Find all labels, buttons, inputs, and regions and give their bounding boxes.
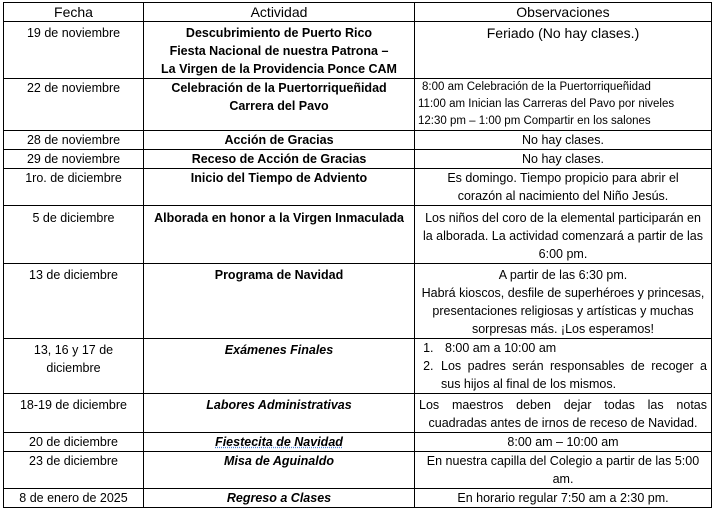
table-row	[4, 131, 712, 150]
actividad-cell	[144, 22, 415, 79]
actividad-cell	[144, 339, 415, 394]
observaciones-cell: Es domingo. Tiempo propicio para abrir el corazón al nacimiento del Niño Jesús.	[415, 169, 712, 206]
observaciones-cell: En nuestra capilla del Colegio a partir de las 5:00 am.	[415, 452, 712, 489]
table-row	[4, 264, 712, 339]
observacion-line: 8:00 am a 10:00 am	[445, 341, 557, 355]
list-item	[437, 339, 707, 357]
actividad-cell	[144, 150, 415, 169]
observaciones-cell	[415, 264, 712, 339]
observaciones-cell: Los maestros deben dejar todas las notas cuadradas antes de irnos de receso de Navidad.	[415, 394, 712, 433]
observaciones-cell	[415, 339, 712, 394]
header-row	[4, 3, 712, 22]
actividad-cell	[144, 433, 415, 452]
header-observaciones: Observaciones	[415, 3, 712, 22]
observaciones-cell: En horario regular 7:50 am a 2:30 pm.	[415, 489, 712, 508]
fecha-cell: 5 de diciembre	[4, 206, 144, 264]
actividad-line: La Virgen de la Providencia Ponce CAM	[161, 62, 397, 76]
actividad-line: Regreso a Clases	[226, 491, 332, 505]
examenes-list	[419, 339, 707, 393]
table-row	[4, 394, 712, 433]
observacion-line: 8:00 am Celebración de la Puertorriqueñidad	[422, 81, 651, 93]
list-item	[437, 357, 707, 393]
observacion-line: Habrá kioscos, desfile de superhéroes y princesas, presentaciones religiosas y artísticas y muchas sorpresas más. ¡Los esperamos!	[421, 286, 705, 336]
table-row	[4, 22, 712, 79]
actividad-line: Misa de Aguinaldo	[224, 454, 334, 468]
actividad-line: Alborada en honor a la Virgen Inmaculada	[154, 211, 404, 225]
actividad-cell	[144, 394, 415, 433]
table-row	[4, 79, 712, 131]
fecha-cell: 28 de noviembre	[4, 131, 144, 150]
table-row	[4, 169, 712, 206]
fecha-cell: 13 de diciembre	[4, 264, 144, 339]
fecha-cell: 13, 16 y 17 de diciembre	[4, 339, 144, 394]
observaciones-cell: Los niños del coro de la elemental participarán en la alborada. La actividad comenzará a partir de las 6:00 pm.	[415, 206, 712, 264]
actividad-line: Descubrimiento de Puerto Rico	[185, 26, 373, 40]
observaciones-cell: No hay clases.	[415, 131, 712, 150]
observaciones-cell	[415, 22, 712, 79]
table-row	[4, 150, 712, 169]
actividad-line: Exámenes Finales	[224, 343, 334, 357]
actividad-line: Celebración de la Puertorriqueñidad	[171, 81, 387, 95]
fecha-cell: 18-19 de diciembre	[4, 394, 144, 433]
observacion-line: 11:00 am Inician las Carreras del Pavo por niveles	[418, 98, 675, 110]
observaciones-cell	[415, 79, 712, 131]
fecha-cell: 20 de diciembre	[4, 433, 144, 452]
fecha-cell: 8 de enero de 2025	[4, 489, 144, 508]
actividad-line: Carrera del Pavo	[229, 99, 329, 113]
actividad-line: Fiesta Nacional de nuestra Patrona –	[169, 44, 389, 58]
actividad-cell	[144, 79, 415, 131]
table-row	[4, 452, 712, 489]
observacion-line: A partir de las 6:30 pm.	[498, 268, 628, 282]
fecha-cell: 23 de diciembre	[4, 452, 144, 489]
fecha-cell: 29 de noviembre	[4, 150, 144, 169]
actividad-line: Fiestecita de Navidad	[215, 435, 343, 449]
actividad-cell	[144, 264, 415, 339]
actividad-line: Inicio del Tiempo de Adviento	[190, 171, 368, 185]
table-row	[4, 489, 712, 508]
fecha-cell: 1ro. de diciembre	[4, 169, 144, 206]
observacion-line: Los padres serán responsables de recoger a sus hijos al final de los mismos.	[441, 359, 707, 391]
table-row	[4, 433, 712, 452]
fecha-cell: 22 de noviembre	[4, 79, 144, 131]
observaciones-cell: No hay clases.	[415, 150, 712, 169]
observacion-line: Feriado (No hay clases.)	[486, 25, 640, 41]
actividad-cell	[144, 489, 415, 508]
calendar-table	[3, 2, 712, 508]
actividad-line: Acción de Gracias	[224, 133, 334, 147]
actividad-line: Receso de Acción de Gracias	[191, 152, 367, 166]
actividad-line: Programa de Navidad	[214, 268, 344, 282]
actividad-cell	[144, 452, 415, 489]
actividad-cell	[144, 206, 415, 264]
header-actividad: Actividad	[144, 3, 415, 22]
actividad-cell	[144, 169, 415, 206]
fecha-cell: 19 de noviembre	[4, 22, 144, 79]
observaciones-cell: 8:00 am – 10:00 am	[415, 433, 712, 452]
table-row	[4, 206, 712, 264]
actividad-line: Labores Administrativas	[206, 398, 352, 412]
table-row	[4, 339, 712, 394]
observacion-line: 12:30 pm – 1:00 pm Compartir en los salones	[418, 115, 651, 127]
actividad-cell	[144, 131, 415, 150]
header-fecha: Fecha	[4, 3, 144, 22]
